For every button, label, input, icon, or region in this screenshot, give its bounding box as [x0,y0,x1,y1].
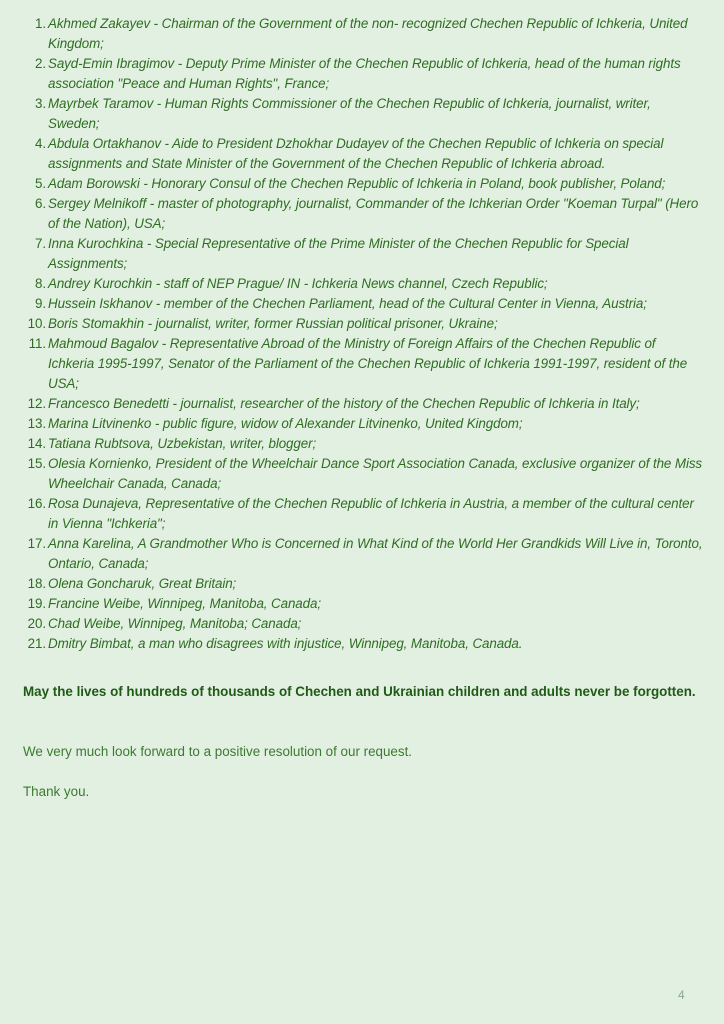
signatory-item [0,534,724,574]
signatory-item [0,54,724,94]
signatory-item [0,414,724,434]
signatory-list [0,14,724,654]
signatory-item [0,294,724,314]
list-number: 1. [35,16,46,31]
request-paragraph: We very much look forward to a positive resolution of our request. [23,744,413,759]
signatory-item [0,14,724,54]
list-number: 5. [35,176,46,191]
memorial-statement: May the lives of hundreds of thousands of Chechen and Ukrainian children and adults never be forgotten. [23,684,696,699]
list-number: 11. [28,336,46,351]
list-number: 4. [35,136,46,151]
page-number: 4 [678,988,685,1002]
signatory-item [0,394,724,414]
list-number: 20. [27,616,46,631]
signatory-item [0,574,724,594]
list-number: 17. [27,536,46,551]
signatory-item [0,234,724,274]
signatory-text: Sergey Melnikoff - master of photography, journalist, Commander of the Ichkerian Order "Koeman Turpal" (Hero of the Nation), USA; [48,196,699,231]
signatory-item [0,134,724,174]
signatory-text: Inna Kurochkina - Special Representative of the Prime Minister of the Chechen Republic for Special Assignments; [48,236,629,271]
signatory-item [0,174,724,194]
signatory-text: Rosa Dunajeva, Representative of the Chechen Republic of Ichkeria in Austria, a member of the cultural center in Vienna "Ichkeria"; [48,496,694,531]
list-number: 10. [27,316,46,331]
signatory-text: Hussein Iskhanov - member of the Chechen Parliament, head of the Cultural Center in Vienna, Austria; [48,296,647,311]
signatory-item [0,614,724,634]
signatory-item [0,434,724,454]
signatory-text: Adam Borowski - Honorary Consul of the Chechen Republic of Ichkeria in Poland, book publisher, Poland; [48,176,666,191]
signatory-text: Mahmoud Bagalov - Representative Abroad of the Ministry of Foreign Affairs of the Chechen Republic of Ichkeria 1995-1997, Senator of the Parliament of the Chechen Republic of Ichkeria 1991-1997, resident of the USA; [48,336,688,391]
signatory-text: Marina Litvinenko - public figure, widow of Alexander Litvinenko, United Kingdom; [48,416,523,431]
list-number: 8. [35,276,46,291]
signatory-text: Sayd-Emin Ibragimov - Deputy Prime Minister of the Chechen Republic of Ichkeria, head of the human rights association "Peace and Human Rights", France; [48,56,681,91]
list-number: 19. [27,596,46,611]
signatory-item [0,274,724,294]
signatory-text: Dmitry Bimbat, a man who disagrees with injustice, Winnipeg, Manitoba, Canada. [48,636,523,651]
thanks-paragraph: Thank you. [23,784,90,799]
list-number: 14. [27,436,46,451]
signatory-text: Francine Weibe, Winnipeg, Manitoba, Canada; [48,596,321,611]
list-number: 3. [35,96,46,111]
list-number: 21. [27,636,46,651]
list-number: 9. [35,296,46,311]
list-number: 13. [27,416,46,431]
signatory-text: Boris Stomakhin - journalist, writer, former Russian political prisoner, Ukraine; [48,316,498,331]
signatory-text: Akhmed Zakayev - Chairman of the Government of the non- recognized Chechen Republic of Ichkeria, United Kingdom; [48,16,688,51]
signatory-text: Anna Karelina, A Grandmother Who is Concerned in What Kind of the World Her Grandkids Will Live in, Toronto, Ontario, Canada; [48,536,703,571]
signatory-text: Mayrbek Taramov - Human Rights Commissioner of the Chechen Republic of Ichkeria, journalist, writer, Sweden; [48,96,651,131]
signatory-item [0,494,724,534]
signatory-text: Francesco Benedetti - journalist, researcher of the history of the Chechen Republic of Ichkeria in Italy; [48,396,640,411]
signatory-item [0,454,724,494]
signatory-text: Olena Goncharuk, Great Britain; [48,576,237,591]
signatory-text: Tatiana Rubtsova, Uzbekistan, writer, blogger; [48,436,317,451]
signatory-item [0,634,724,654]
signatory-item [0,314,724,334]
signatory-item [0,594,724,614]
signatory-item [0,334,724,394]
signatory-text: Olesia Kornienko, President of the Wheelchair Dance Sport Association Canada, exclusive organizer of the Miss Wheelchair Canada, Canada; [48,456,703,491]
signatory-text: Abdula Ortakhanov - Aide to President Dzhokhar Dudayev of the Chechen Republic of Ichkeria on special assignments and State Minister of the Government of the Chechen Republic of Ichkeria abroad. [48,136,664,171]
list-number: 18. [27,576,46,591]
list-number: 6. [35,196,46,211]
list-number: 12. [27,396,46,411]
signatory-item [0,94,724,134]
list-number: 2. [35,56,46,71]
list-number: 7. [35,236,46,251]
signatory-text: Andrey Kurochkin - staff of NEP Prague/ IN - Ichkeria News channel, Czech Republic; [48,276,548,291]
signatory-text: Chad Weibe, Winnipeg, Manitoba; Canada; [48,616,302,631]
list-number: 15. [27,456,46,471]
signatory-item [0,194,724,234]
list-number: 16. [27,496,46,511]
